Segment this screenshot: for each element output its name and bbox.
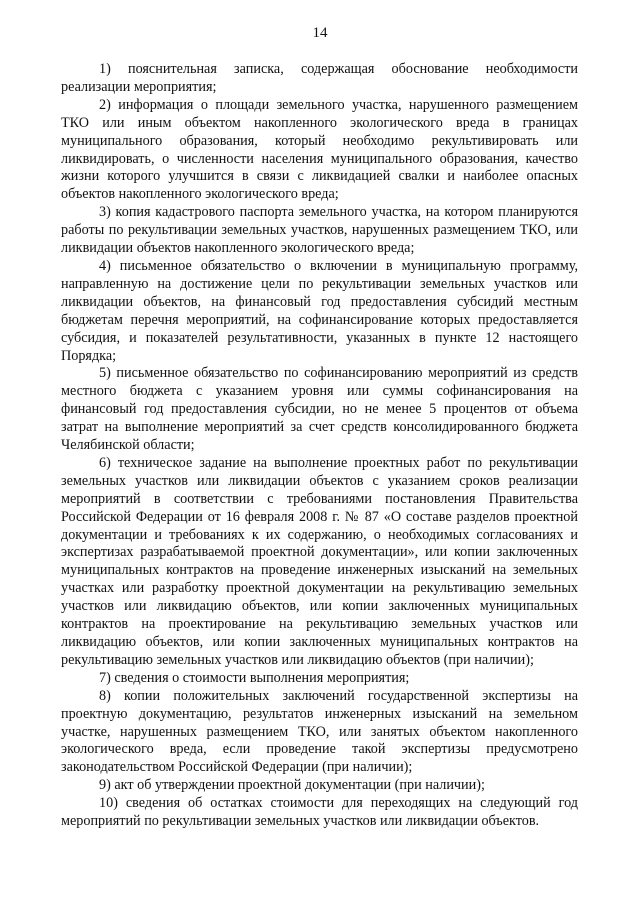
list-item-5: 5) письменное обязательство по софинансированию мероприятий из средств местного бюджета с указанием уровня или суммы софинансирования на финансовый год предоставления субсидии, но не менее 5 процентов от объема затрат на выполнение мероприятий за счет средств консолидированного бюджета Челябинской области; [61, 365, 578, 454]
list-item-3: 3) копия кадастрового паспорта земельного участка, на котором планируются работы по рекультивации земельных участков, нарушенных размещением ТКО, или ликвидации объектов накопленного экологического вреда; [61, 204, 578, 257]
list-item-6: 6) техническое задание на выполнение проектных работ по рекультивации земельных участков или ликвидации объектов с указанием сроков реализации мероприятий в соответствии с требованиями постановления Правительства Российской Федерации от 16 февраля 2008 г. № 87 «О составе разделов проектной документации и требованиях к их содержанию, о необходимых согласованиях и экспертизах разрабатываемой проектной документации», или копии заключенных муниципальных контрактов на проведение инженерных изысканий на земельных участках или разработку проектной документации на рекультивацию земельных участков или ликвидацию объектов, или копии заключенных муниципальных контрактов на проектирование на рекультивацию земельных участков или ликвидацию объектов, или копии заключенных муниципальных контрактов на рекультивацию земельных участков или ликвидацию объектов (при наличии); [61, 454, 578, 668]
page-number: 14 [312, 25, 328, 41]
list-item-8: 8) копии положительных заключений государственной экспертизы на проектную документацию, результатов инженерных изысканий на земельном участке, нарушенных размещением ТКО, или занятых объектом накопленного экологического вреда, если проведение такой экспертизы предусмотрено законодательством Российской Федерации (при наличии); [61, 687, 578, 776]
document-body [61, 61, 578, 831]
list-item-4: 4) письменное обязательство о включении в муниципальную программу, направленную на достижение цели по рекультивации земельных участков или ликвидации объектов, на финансовый год предоставления субсидий местным бюджетам перечня мероприятий, на софинансирование которых предоставляется субсидия, и показателей результативности, указанных в пункте 12 настоящего Порядка; [61, 257, 578, 364]
list-item-7: 7) сведения о стоимости выполнения мероприятия; [99, 669, 410, 686]
list-item-10: 10) сведения об остатках стоимости для переходящих на следующий год мероприятий по рекультивации земельных участков или ликвидации объектов. [61, 795, 578, 830]
list-item-2: 2) информация о площади земельного участка, нарушенного размещением ТКО или иным объектом накопленного экологического вреда в границах муниципального образования, который необходимо рекультивировать или ликвидировать, о численности населения муниципального образования, качество жизни которого улучшится в связи с ликвидацией свалки и наиболее опасных объектов накопленного экологического вреда; [61, 96, 578, 203]
list-item-9: 9) акт об утверждении проектной документации (при наличии); [99, 777, 485, 794]
list-item-1: 1) пояснительная записка, содержащая обоснование необходимости реализации мероприятия; [61, 61, 578, 95]
